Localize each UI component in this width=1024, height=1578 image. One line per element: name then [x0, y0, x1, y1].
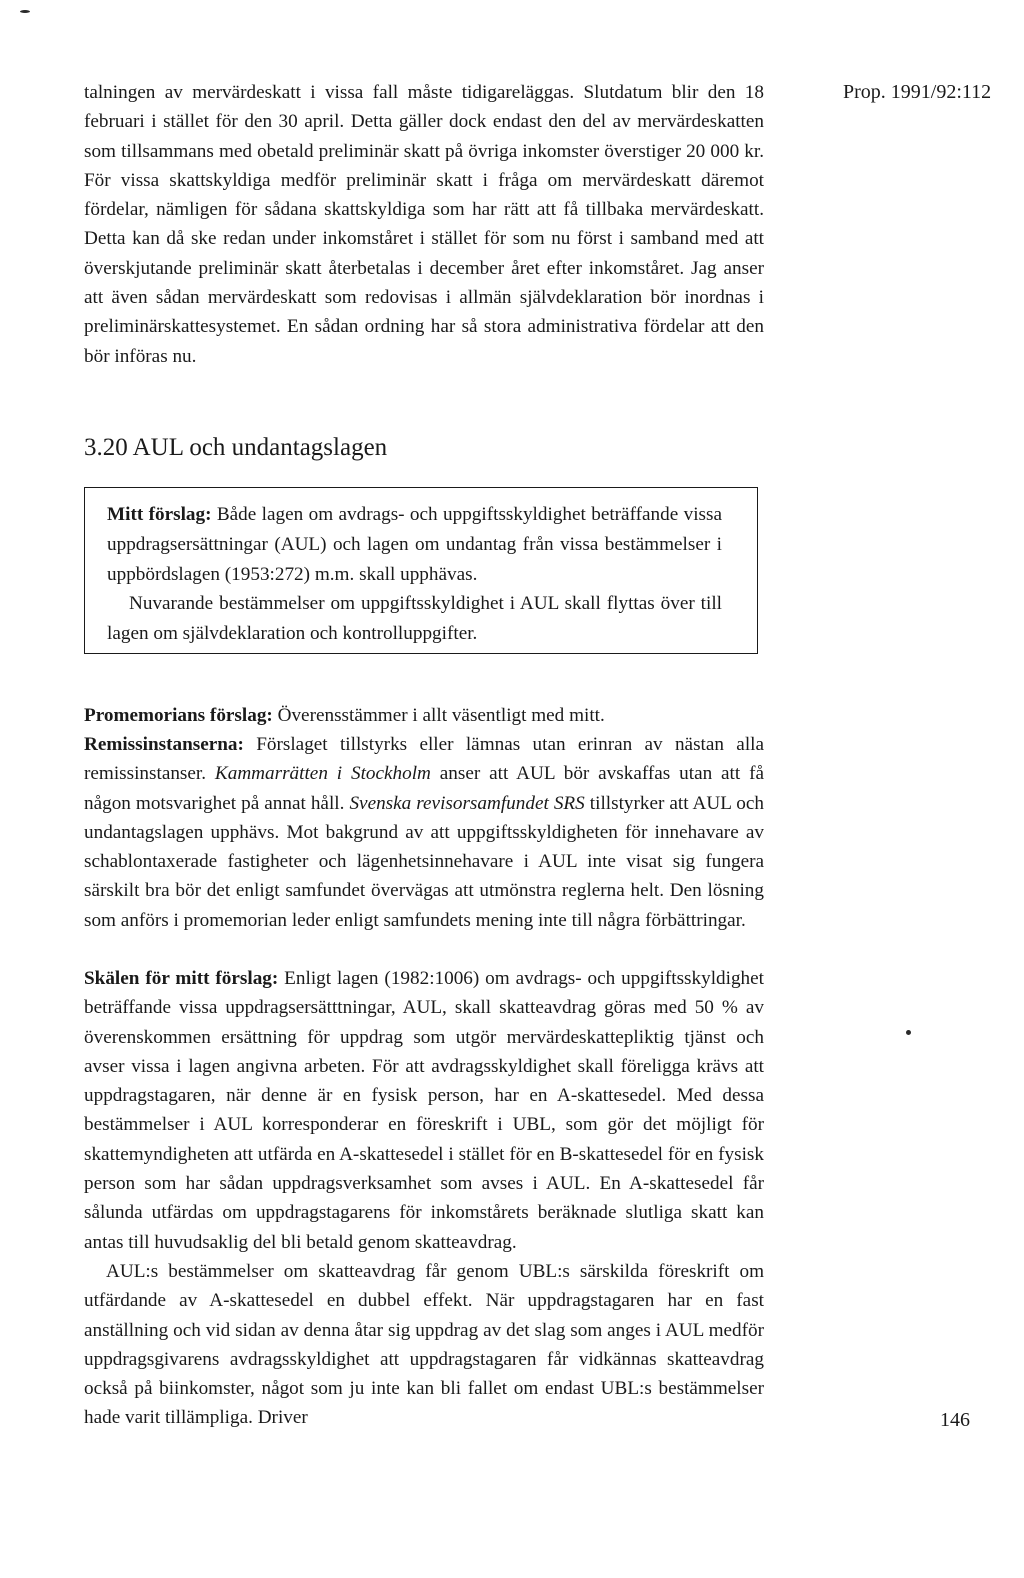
final-paragraph: AUL:s bestämmelser om skatteavdrag får genom UBL:s särskilda föreskrift om utfärdande av A-skattesedel en dubbel effekt. När uppdragstagaren har en fast anställning och vid sidan av denna åtar sig uppdrag av det slag som anges i AUL medför uppdragsgivarens avdragsskyldighet att uppdragstagaren får vidkännas skatteavdrag också på biinkomster, något som ju inte kan bli fallet om endast UBL:s bestämmelser hade varit tillämpliga. Driver [84, 1261, 764, 1429]
skalen-label: Skälen för mitt förslag: [84, 968, 279, 989]
promemoria-label: Promemorians förslag: [84, 705, 273, 726]
section-heading: 3.20 AUL och undantagslagen [84, 434, 388, 461]
remiss-italic-2: Svenska revisorsamfundet SRS [349, 792, 585, 814]
proposal-body-2: Nuvarande bestämmelser om uppgiftsskyldighet i AUL skall flyttas över till lagen om självdeklaration och kontrolluppgifter. [107, 593, 722, 645]
scan-speck [20, 10, 30, 13]
page-number: 146 [940, 1409, 970, 1431]
proposal-box [84, 487, 758, 654]
remiss-label: Remissinstanserna: [84, 734, 244, 755]
remiss-italic-1: Kammarrätten i Stockholm [214, 763, 431, 785]
promemoria-text: Överensstämmer i allt väsentligt med mitt. [272, 705, 605, 726]
intro-paragraph: talningen av mervärdeskatt i vissa fall måste tidigareläggas. Slutdatum blir den 18 februari i stället för den 30 april. Detta gäller dock endast den del av mervärdeskatten som tillsammans med obetald preliminär skatt på övriga inkomster överstiger 20 000 kr. För vissa skattskyldiga medför preliminär skatt i fråga om mervärdeskatt däremot fördelar, nämligen för sådana skattskyldiga som har rätt att få tillbaka mervärdeskatt. Detta kan då ske redan under inkomståret i stället för som nu först i samband med att överskjutande preliminär skatt återbetalas i december året efter inkomståret. Jag anser att även sådan mervärdeskatt som redovisas i allmän självdeklaration bör inordnas i preliminärskattesystemet. En sådan ordning har så stora administrativa fördelar att den bör införas nu. [84, 82, 764, 367]
remiss-text-2: anser att AUL bör avskaffas utan att få någon motsvarighet på annat håll. [84, 763, 764, 814]
remiss-paragraph [84, 730, 764, 935]
skalen-paragraph [84, 964, 764, 1257]
proposal-text [107, 500, 722, 649]
remiss-text-1: Förslaget tillstyrks eller lämnas utan erinran av nästan alla remissinstanser. [84, 734, 764, 785]
proposition-reference: Prop. 1991/92:112 [843, 81, 992, 103]
scan-speck [906, 1030, 911, 1035]
proposal-body: Både lagen om avdrags- och uppgiftsskyldighet beträffande vissa uppdragsersättningar (AUL) och lagen om undantag från vissa bestämmelser i uppbördslagen (1953:272) m.m. skall upphävas. [107, 504, 722, 585]
promemoria-paragraph [84, 701, 764, 730]
proposal-label: Mitt förslag: [107, 504, 212, 525]
remiss-text-3: tillstyrker att AUL och undantagslagen upphävs. Mot bakgrund av att uppgiftsskyldigheten för innehavare av schablontaxerade fastigheter och lägenhetsinnehavare i AUL inte visat sig fungera särskilt bra bör det enligt samfundet övervägas att utmönstra reglerna helt. Den lösning som anförs i promemorian leder enligt samfundets mening inte till några förbättringar. [84, 792, 765, 931]
skalen-text: Enligt lagen (1982:1006) om avdrags- och uppgiftsskyldighet beträffande vissa uppdragsersätttningar, AUL, skall skatteavdrag göras med 50 % av överenskommen ersättning för uppdrag som utgör mervärdeskattepliktig tjänst och avser vissa i lagen angivna arbeten. För att avdragsskyldighet skall föreligga krävs att uppdragstagaren, när denne är en fysisk person, har en A-skattesedel. Med dessa bestämmelser i AUL korresponderar en föreskrift i UBL, som gör det möjligt för skattemyndigheten att utfärda en A-skattesedel i stället för en B-skattesedel för en fysisk person som har sådan uppdragsverksamhet som avses i AUL. En A-skattesedel får sålunda utfärdas om uppdragstagarens för inkomstårets beräknade slutliga skatt kan antas till huvudsaklig del bli betald genom skatteavdrag. [84, 968, 765, 1253]
